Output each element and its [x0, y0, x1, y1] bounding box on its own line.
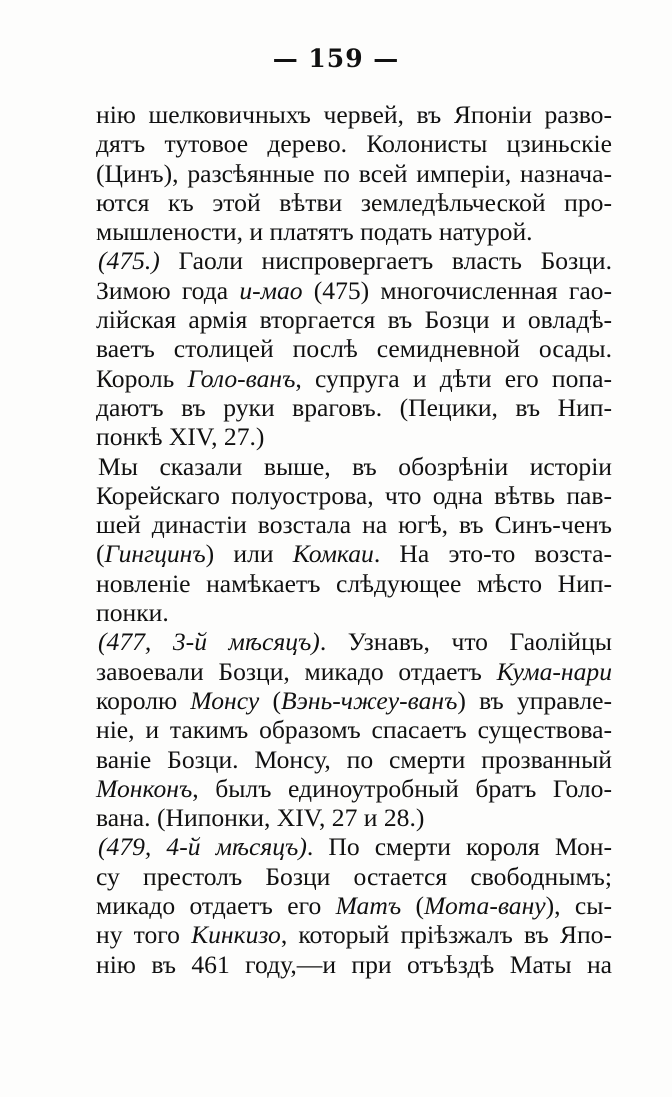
- text-segment: завоевали Бозци, микадо отдаетъ: [96, 656, 497, 686]
- text-line: [96, 334, 612, 363]
- text-line: [96, 774, 612, 803]
- text-segment: Зимою года: [96, 275, 240, 305]
- italic-text-segment: Матъ: [335, 891, 402, 921]
- text-line: [96, 715, 612, 744]
- text-line: [96, 657, 612, 686]
- text-segment: новленіе намѣкаетъ слѣдующее мѣсто Нип-: [96, 568, 612, 598]
- text-line: [96, 305, 612, 334]
- text-segment: лійская армія вторгается въ Бозци и овладѣ-: [96, 305, 612, 335]
- text-segment: Мы сказали выше, въ обозрѣніи исторіи: [98, 451, 612, 481]
- text-line: [96, 159, 612, 188]
- text-line: [96, 481, 612, 510]
- text-line: [96, 364, 612, 393]
- text-line: [96, 422, 612, 451]
- text-segment: королю: [96, 685, 191, 715]
- text-line: [96, 452, 612, 481]
- text-segment: шей династіи возстала на югѣ, въ Синъ-ченъ: [96, 510, 612, 540]
- text-segment: (: [96, 539, 105, 569]
- text-line: [96, 188, 612, 217]
- text-segment: ), сы-: [545, 891, 612, 921]
- text-line: [96, 745, 612, 774]
- text-segment: , былъ единоутробный братъ Голо-: [192, 773, 612, 803]
- text-line: [96, 950, 612, 979]
- text-line: [96, 217, 612, 246]
- text-segment: (: [259, 685, 281, 715]
- text-segment: ну того: [96, 920, 192, 950]
- text-line: [96, 100, 612, 129]
- text-line: [96, 803, 612, 832]
- italic-text-segment: Комкаи: [292, 539, 374, 569]
- text-segment: нію шелковичныхъ червей, въ Японіи разво-: [96, 100, 612, 129]
- text-segment: ются къ этой вѣтви земледѣльческой про-: [96, 187, 612, 217]
- text-line: [96, 891, 612, 920]
- text-segment: . На это-то возста-: [373, 539, 612, 569]
- italic-text-segment: и-мао: [239, 275, 303, 305]
- text-line: [96, 569, 612, 598]
- text-segment: Гаоли ниспровергаетъ власть Бозци.: [159, 246, 612, 276]
- text-segment: понкѣ XIV, 27.): [96, 422, 265, 452]
- italic-text-segment: (477, 3-й мѣсяцъ): [98, 627, 320, 657]
- text-segment: понки.: [96, 598, 169, 628]
- italic-text-segment: Гингцинъ: [104, 539, 206, 569]
- text-segment: дятъ тутовое дерево. Колонисты цзиньскіе: [96, 129, 612, 159]
- text-segment: . По смерти короля Мон-: [306, 832, 612, 862]
- text-segment: су престолъ Бозци остается свободнымъ;: [96, 861, 612, 891]
- text-line: [96, 510, 612, 539]
- italic-text-segment: Кума-нари: [496, 656, 612, 686]
- text-segment: ваетъ столицей послѣ семидневной осады.: [96, 334, 612, 364]
- text-line: [96, 920, 612, 949]
- italic-text-segment: Мота-вану: [423, 891, 546, 921]
- text-line: [96, 832, 612, 861]
- text-segment: микадо отдаетъ его: [96, 891, 336, 921]
- text-segment: (475) многочисленная гао-: [302, 275, 613, 305]
- text-segment: вана. (Нипонки, XIV, 27 и 28.): [96, 803, 425, 833]
- text-line: [96, 862, 612, 891]
- body-text: [96, 100, 612, 979]
- text-line: [96, 129, 612, 158]
- text-segment: , супруга и дѣти его попа-: [295, 363, 612, 393]
- text-segment: . Узнавъ, что Гаолійцы: [319, 627, 612, 657]
- italic-text-segment: Монконъ: [96, 773, 193, 803]
- text-line: [96, 393, 612, 422]
- text-line: [96, 276, 612, 305]
- text-segment: даютъ въ руки враговъ. (Пецики, въ Нип-: [96, 392, 612, 422]
- italic-text-segment: (479, 4-й мѣсяцъ): [98, 832, 307, 862]
- italic-text-segment: Кинкизо: [191, 920, 281, 950]
- italic-text-segment: Голо-ванъ: [187, 363, 296, 393]
- text-segment: ) въ управле-: [457, 685, 612, 715]
- text-line: [96, 627, 612, 656]
- text-segment: (Цинъ), разсѣянные по всей имперіи, назнача-: [96, 158, 612, 188]
- text-segment: мышлености, и платятъ подать натурой.: [96, 217, 533, 247]
- text-line: [96, 539, 612, 568]
- text-line: [96, 598, 612, 627]
- text-line: [96, 246, 612, 275]
- text-segment: ніе, и такимъ образомъ спасаетъ существова-: [96, 715, 612, 745]
- text-segment: Король: [96, 363, 188, 393]
- text-segment: Корейскаго полуострова, что одна вѣтвь пав-: [96, 480, 612, 510]
- text-line: [96, 686, 612, 715]
- text-segment: , который пріѣзжалъ въ Япо-: [280, 920, 612, 950]
- text-segment: нію въ 461 году,—и при отъѣздѣ Маты на: [96, 949, 612, 979]
- text-segment: ваніе Бозци. Монсу, по смерти прозванный: [96, 744, 612, 774]
- italic-text-segment: Монсу: [190, 685, 260, 715]
- italic-text-segment: (475.): [98, 246, 160, 276]
- italic-text-segment: Вэнь-чжеу-ванъ: [280, 685, 458, 715]
- page-number: — 159 —: [272, 44, 400, 73]
- text-segment: ) или: [205, 539, 293, 569]
- text-segment: (: [401, 891, 424, 921]
